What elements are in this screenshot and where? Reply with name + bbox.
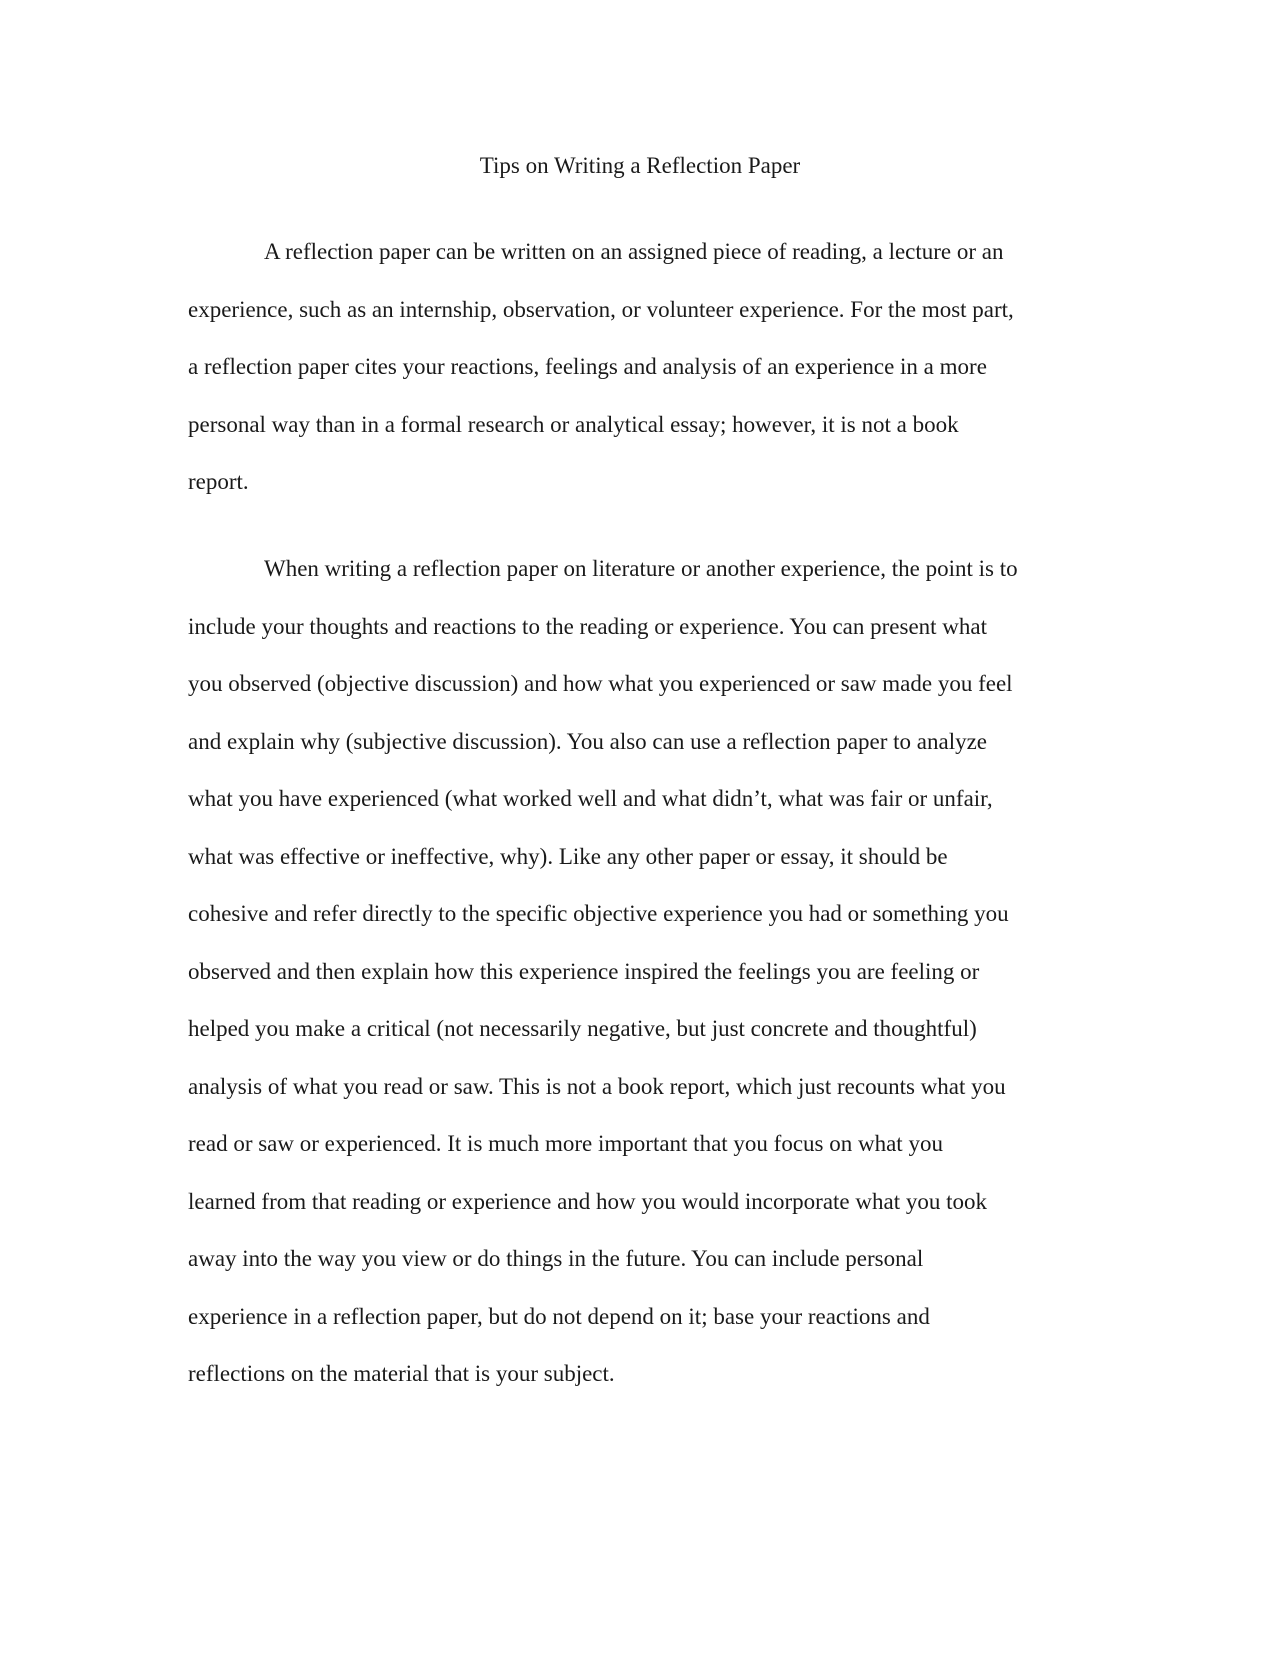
paragraph-line: a reflection paper cites your reactions, feelings and analysis of an experience in a more [188,354,987,379]
paragraph-line: analysis of what you read or saw. This is not a book report, which just recounts what you [188,1073,1006,1099]
document-title: Tips on Writing a Reflection Paper [479,153,801,178]
paragraph-line: what you have experienced (what worked well and what didn’t, what was fair or unfair, [188,786,993,811]
paragraph-line: away into the way you view or do things in the future. You can include personal [188,1246,924,1271]
paragraph-line: personal way than in a formal research or analytical essay; however, it is not a book [188,411,959,437]
paragraph-line: observed and then explain how this experience inspired the feelings you are feeling or [188,958,980,984]
paragraph-line: experience, such as an internship, observation, or volunteer experience. For the most part, [188,296,1014,322]
paragraph-line: When writing a reflection paper on literature or another experience, the point is to [264,556,1018,581]
paragraph-line: helped you make a critical (not necessarily negative, but just concrete and thoughtful) [188,1016,977,1041]
paragraph-line: reflections on the material that is your subject. [188,1361,615,1386]
paragraph-line: read or saw or experienced. It is much more important that you focus on what you [188,1131,943,1156]
paragraph-line: what was effective or ineffective, why). Like any other paper or essay, it should be [188,843,948,869]
paragraph-line: A reflection paper can be written on an assigned piece of reading, a lecture or an [264,239,1004,264]
paragraph-line: cohesive and refer directly to the specific objective experience you had or something you [188,901,1009,926]
paragraph-line: you observed (objective discussion) and how what you experienced or saw made you feel [188,671,1013,696]
paragraph-line: include your thoughts and reactions to the reading or experience. You can present what [188,613,988,639]
paragraph-line: learned from that reading or experience and how you would incorporate what you took [188,1188,987,1214]
paragraph-2 [188,553,1092,1416]
paragraph-line: and explain why (subjective discussion). You also can use a reflection paper to analyze [188,728,988,754]
paragraph-line: experience in a reflection paper, but do not depend on it; base your reactions and [188,1303,930,1329]
paragraph-line: report. [188,469,249,494]
paragraph-1 [188,236,1092,524]
